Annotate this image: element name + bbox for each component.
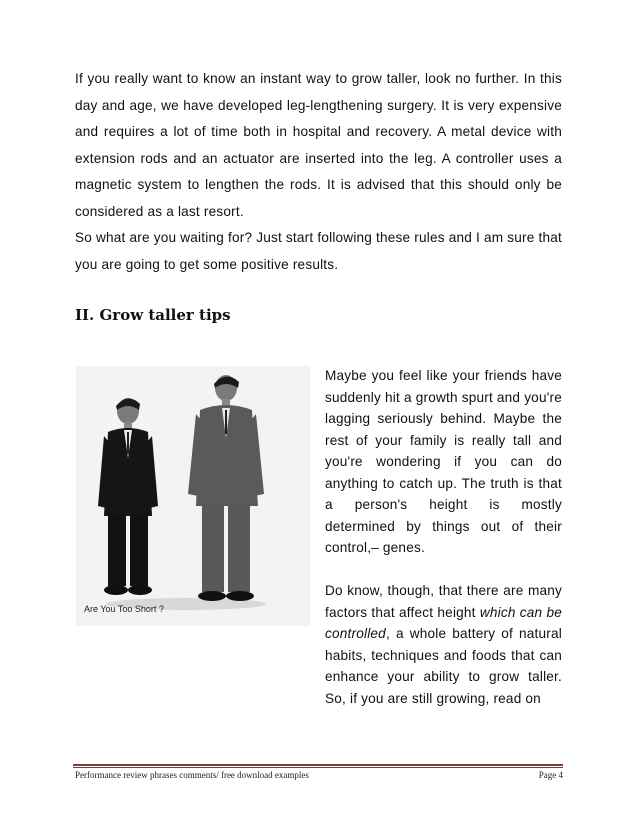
two-men-illustration <box>76 366 310 626</box>
side-paragraph-2 <box>325 580 562 709</box>
intro-paragraph-2: So what are you waiting for? Just start following these rules and I am sure that you are going to get some positive results. <box>75 230 562 272</box>
footer-divider-thick <box>73 764 563 766</box>
men-photo <box>76 366 310 626</box>
side-text-block <box>325 365 562 709</box>
footer-divider-thin <box>73 767 563 768</box>
section-heading: II. Grow taller tips <box>75 306 231 324</box>
intro-paragraph-1: If you really want to know an instant way to grow taller, look no further. In this day and age, we have developed leg-lengthening surgery. It is very expensive and requires a lot of time both in hospital and recovery. A metal device with extension rods and an actuator are inserted into the leg. A controller uses a magnetic system to lengthen the rods. It is advised that this should only be considered as a last resort. <box>75 71 562 219</box>
photo-caption: Are You Too Short ? <box>84 604 164 614</box>
side-paragraph-2-end: , a whole battery of natural habits, techniques and foods that can enhance your ability to grow taller. So, if you are still growing, read on <box>325 626 562 706</box>
footer-title: Performance review phrases comments/ free download examples <box>75 770 309 780</box>
side-paragraph-2-emphasis: which can be controlled <box>325 604 563 641</box>
intro-text-block <box>75 66 562 278</box>
page-number: Page 4 <box>538 770 563 780</box>
side-paragraph-2-start: Do know, though, that there are many factors that affect height <box>325 583 562 620</box>
side-paragraph-1: Maybe you feel like your friends have suddenly hit a growth spurt and you're lagging seriously behind. Maybe the rest of your family is really tall and you're wondering if you can do anything to catch up. The truth is that a person's height is mostly determined by things out of their control,– genes. <box>325 368 562 555</box>
